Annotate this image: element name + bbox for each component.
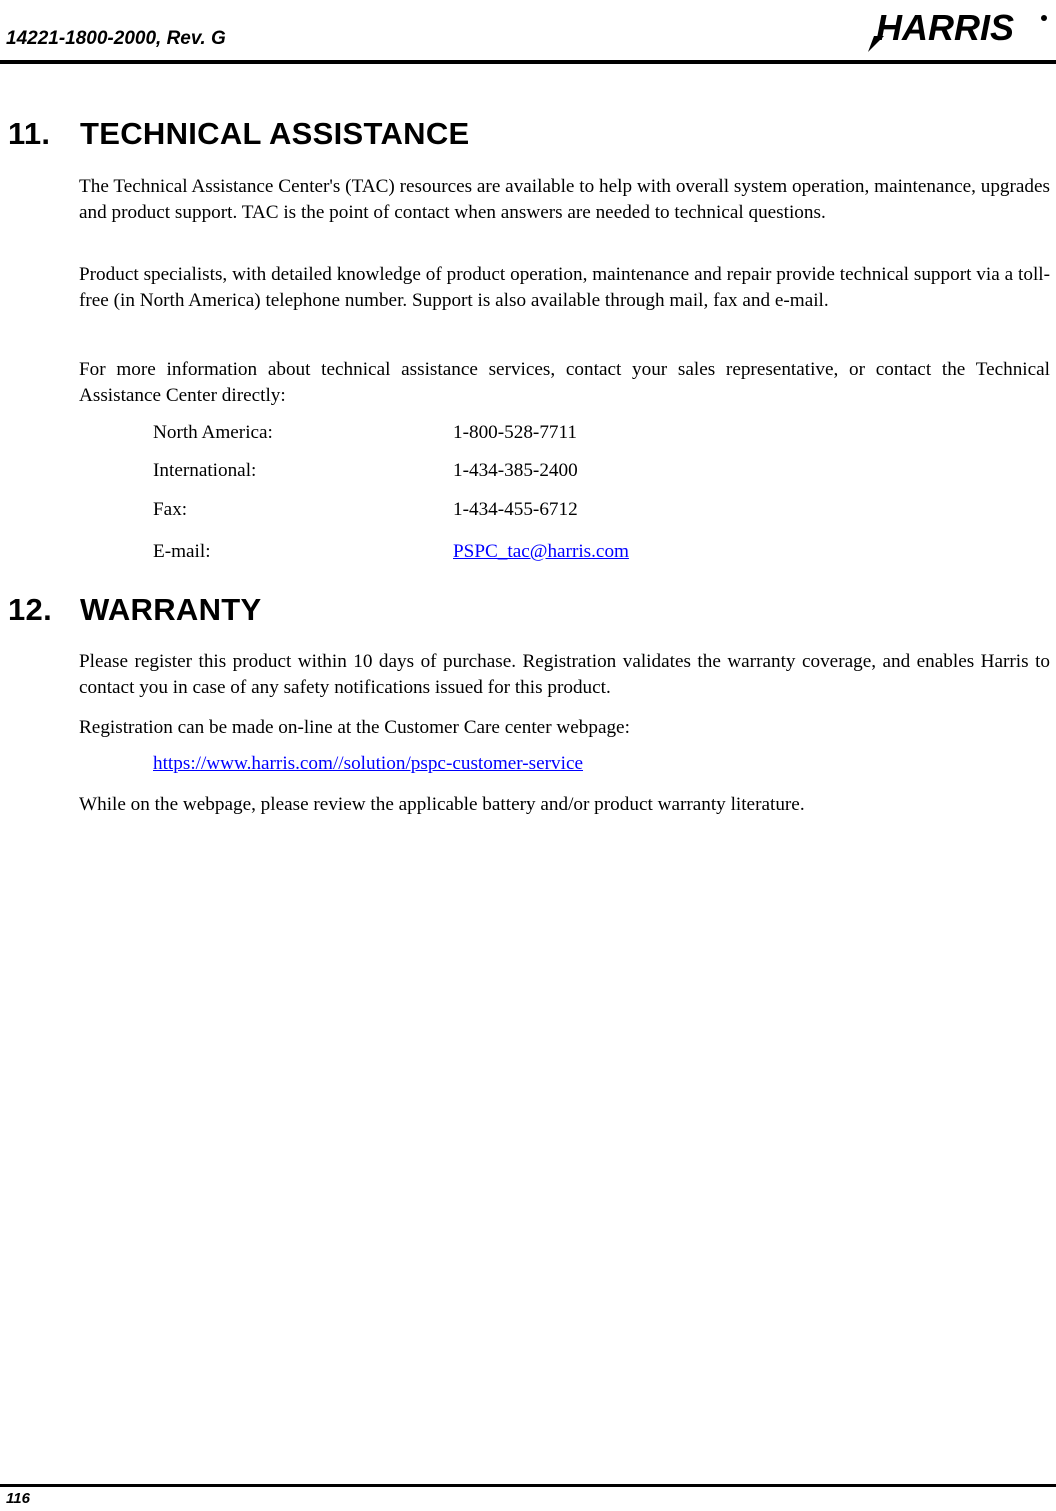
paragraph-more-info: For more information about technical assistance services, contact your sales representative, or contact the Technical Assistance Center directly:	[79, 359, 1050, 406]
section-number: 12.	[8, 592, 52, 627]
email-link[interactable]: PSPC_tac@harris.com	[453, 541, 629, 562]
section-title: TECHNICAL ASSISTANCE	[80, 116, 470, 151]
document-number: 14221-1800-2000, Rev. G	[6, 28, 226, 49]
paragraph-registration-online: Registration can be made on-line at the Customer Care center webpage:	[79, 717, 630, 738]
paragraph-tac-intro: The Technical Assistance Center's (TAC) resources are available to help with overall system operation, maintenance, upgrades and product support. TAC is the point of contact when answers are needed to technical questions.	[79, 176, 1050, 223]
svg-text:HARRIS: HARRIS	[876, 7, 1015, 48]
section-heading-technical	[8, 116, 470, 152]
page-number: 116	[6, 1490, 30, 1507]
contact-value: 1-434-455-6712	[453, 499, 578, 520]
paragraph-register: Please register this product within 10 days of purchase. Registration validates the warranty coverage, and enables Harris to contact you in case of any safety notifications issued for this product.	[79, 651, 1050, 698]
contact-label: E-mail:	[153, 541, 211, 562]
contact-label: Fax:	[153, 499, 188, 520]
paragraph-product-specialists: Product specialists, with detailed knowledge of product operation, maintenance and repair provide technical support via a toll-free (in North America) telephone number. Support is also available through mail, fax and e-mail.	[79, 264, 1050, 311]
contact-label: North America:	[153, 422, 273, 443]
section-title: WARRANTY	[80, 592, 262, 627]
paragraph-review-literature: While on the webpage, please review the applicable battery and/or product warranty literature.	[79, 794, 805, 815]
contact-value: 1-800-528-7711	[453, 422, 577, 443]
contact-value: 1-434-385-2400	[453, 460, 578, 481]
header-rule	[0, 60, 1056, 64]
contact-label: International:	[153, 460, 257, 481]
section-heading-warranty	[8, 592, 262, 628]
section-number: 11.	[8, 116, 51, 151]
customer-service-link[interactable]: https://www.harris.com//solution/pspc-customer-service	[153, 753, 584, 774]
harris-logo	[862, 6, 1050, 56]
footer-rule	[0, 1484, 1056, 1487]
